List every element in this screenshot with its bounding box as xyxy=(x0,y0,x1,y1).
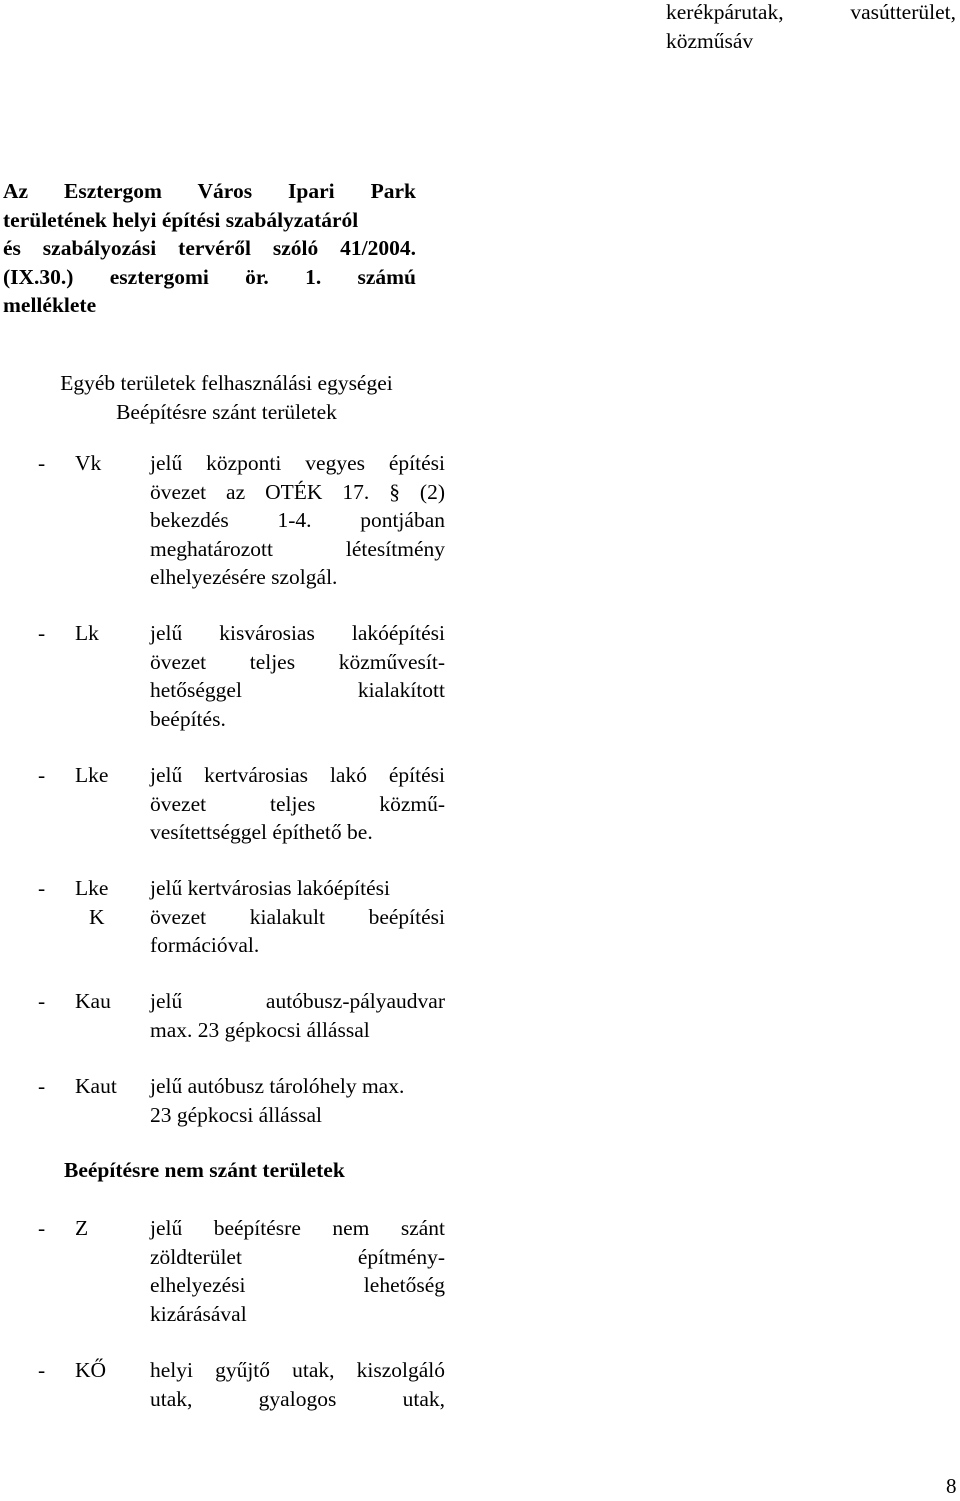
zone-description: jelű központi vegyes építési övezet az OTÉK 17. § (2) bekezdés 1-4. pontjában meghatározott létesítmény elhelyezésére szolgál. xyxy=(150,451,445,589)
heading-line: melléklete xyxy=(3,293,97,317)
continued-text-top-right xyxy=(666,0,956,55)
heading-line: és szabályozási tervéről szóló 41/2004. xyxy=(3,236,416,260)
page-number: 8 xyxy=(946,1474,957,1498)
zone-description: jelű autóbusz tárolóhely max. 23 gépkocsi állással xyxy=(150,1074,405,1127)
section-title-line: Beépítésre szánt területek xyxy=(116,399,337,424)
zone-code: Kaut xyxy=(75,1074,117,1098)
zone-code: Z xyxy=(75,1216,89,1240)
list-dash: - xyxy=(38,621,46,645)
list-dash: - xyxy=(38,1074,46,1098)
list-dash: - xyxy=(38,876,46,900)
zone-description: jelű autóbusz-pályaudvar max. 23 gépkocsi állással xyxy=(150,989,445,1042)
zone-description: helyi gyűjtő utak, kiszolgáló utak, gyalogos utak, xyxy=(150,1358,445,1411)
heading-line: Az Esztergom Város Ipari Park xyxy=(3,179,416,203)
zone-code: Lke xyxy=(75,763,109,787)
zone-code: Lk xyxy=(75,621,99,645)
list-dash: - xyxy=(38,1216,46,1240)
section-title-built-up xyxy=(0,369,453,426)
heading-line: (IX.30.) esztergomi ör. 1. számú xyxy=(3,264,416,289)
section-title-not-built-up: Beépítésre nem szánt területek xyxy=(64,1158,345,1182)
document-heading xyxy=(3,177,416,320)
zone-description: jelű kisvárosias lakóépítési övezet teljes közművesít- hetőséggel kialakított beépítés. xyxy=(150,621,445,731)
heading-line: területének helyi építési szabályzatáról xyxy=(3,207,359,232)
section-title-line: Egyéb területek felhasználási egységei xyxy=(60,371,393,395)
list-dash: - xyxy=(38,1358,46,1382)
list-dash: - xyxy=(38,763,46,787)
continued-text-line: közműsáv xyxy=(666,28,754,53)
list-dash: - xyxy=(38,989,46,1013)
zone-code: KŐ xyxy=(75,1358,107,1382)
continued-text-line: kerékpárutak, vasútterület, xyxy=(666,0,956,24)
zone-description: jelű kertvárosias lakóépítési övezet kialakult beépítési formációval. xyxy=(150,876,445,957)
zone-code: Vk xyxy=(75,451,102,475)
zone-code: Kau xyxy=(75,989,111,1013)
zone-description: jelű kertvárosias lakó építési övezet teljes közmű- vesítettséggel építhető be. xyxy=(150,763,445,844)
zone-code: Lke K xyxy=(75,876,109,929)
list-dash: - xyxy=(38,451,46,475)
zone-description: jelű beépítésre nem szánt zöldterület építmény- elhelyezési lehetőség kizárásával xyxy=(150,1216,445,1326)
